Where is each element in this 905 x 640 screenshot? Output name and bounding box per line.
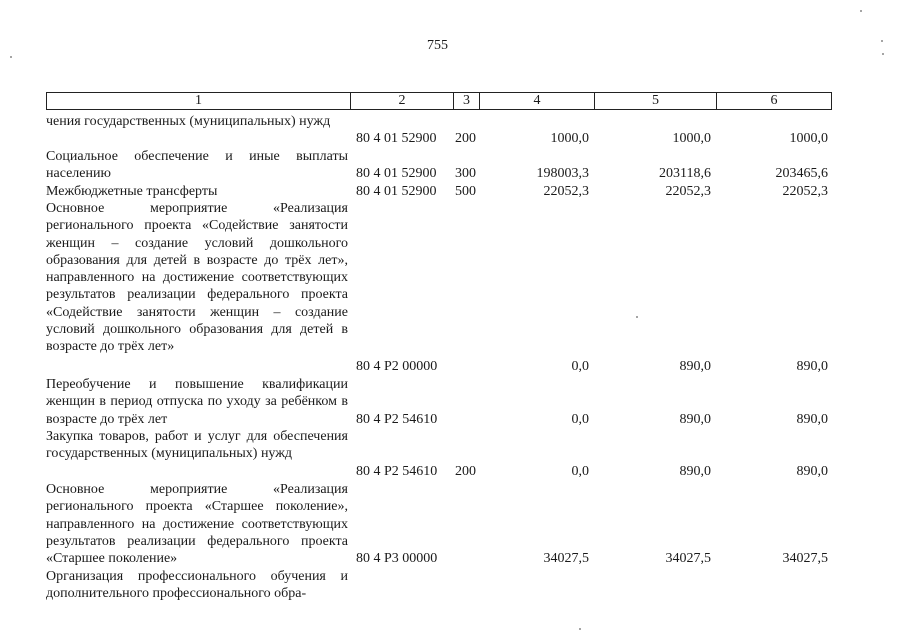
row-6-v6: 34027,5	[782, 551, 828, 566]
header-col-1: 1	[195, 93, 202, 108]
row-4-text: Переобучение и повышение квалификации женщин в период отпуска по уходу за ребёнком в возрасте до трёх лет	[46, 377, 348, 427]
header-col-6: 6	[716, 93, 831, 109]
row-4-code: 80 4 P2 54610	[356, 412, 438, 427]
scan-speck	[882, 53, 884, 55]
row-0-v6: 1000,0	[789, 131, 828, 146]
header-col-5: 5	[594, 93, 716, 109]
row-0-code: 80 4 01 52900	[356, 131, 437, 146]
row-3-v4: 0,0	[571, 359, 589, 374]
row-5-v6: 890,0	[796, 464, 828, 479]
row-5-code: 80 4 P2 54610	[356, 464, 438, 479]
row-4-v5: 890,0	[679, 412, 711, 427]
row-6-v5: 34027,5	[665, 551, 711, 566]
row-6-text: Основное мероприятие «Реализация регионального проекта «Старшее поколение», направленного на достижение соответствующих результатов реализации федерального проекта «Старшее поколение»	[46, 482, 348, 567]
row-4-v4: 0,0	[571, 412, 589, 427]
row-5-text: Закупка товаров, работ и услуг для обеспечения государственных (муниципальных) нужд	[46, 429, 348, 462]
row-0-v5: 1000,0	[672, 131, 711, 146]
row-3-v5: 890,0	[679, 359, 711, 374]
row-3-code: 80 4 P2 00000	[356, 359, 438, 374]
row-6-v4: 34027,5	[543, 551, 589, 566]
row-0-text: чения государственных (муниципальных) нужд	[46, 114, 331, 129]
header-col-3: 3	[453, 93, 479, 109]
row-1-v6: 203465,6	[775, 166, 828, 181]
row-6-code: 80 4 P3 00000	[356, 551, 438, 566]
table-header-row	[46, 92, 832, 110]
row-2-v4: 22052,3	[543, 184, 589, 199]
row-1-text: Социальное обеспечение и иные выплаты населению	[46, 149, 348, 182]
row-1-vr: 300	[455, 166, 476, 181]
row-1-code: 80 4 01 52900	[356, 166, 437, 181]
scan-speck	[579, 628, 581, 630]
row-4-v6: 890,0	[796, 412, 828, 427]
row-0-vr: 200	[455, 131, 476, 146]
row-2-text: Межбюджетные трансферты	[46, 184, 218, 199]
row-0-v4: 1000,0	[550, 131, 589, 146]
row-2-v5: 22052,3	[665, 184, 711, 199]
row-3-v6: 890,0	[796, 359, 828, 374]
scan-speck	[636, 316, 638, 318]
page-number: 755	[427, 38, 448, 53]
row-5-v5: 890,0	[679, 464, 711, 479]
row-3-text: Основное мероприятие «Реализация регионального проекта «Содействие занятости женщин – создание условий дошкольного образования для детей в возрасте до трёх лет», направленного на достижение соответствующих результатов реализации федерального проекта «Содействие занятости женщин – создание условий дошкольного образования для детей в возрасте до трёх лет»	[46, 201, 348, 355]
row-2-vr: 500	[455, 184, 476, 199]
header-col-2: 2	[350, 93, 453, 109]
row-2-v6: 22052,3	[782, 184, 828, 199]
row-5-vr: 200	[455, 464, 476, 479]
scan-speck	[881, 40, 883, 42]
scan-speck	[10, 56, 12, 58]
scan-speck	[860, 10, 862, 12]
row-1-v4: 198003,3	[536, 166, 589, 181]
row-7-text: Организация профессионального обучения и дополнительного профессионального обра-	[46, 569, 348, 602]
row-2-code: 80 4 01 52900	[356, 184, 437, 199]
header-col-4: 4	[479, 93, 594, 109]
row-5-v4: 0,0	[571, 464, 589, 479]
row-1-v5: 203118,6	[659, 166, 711, 181]
